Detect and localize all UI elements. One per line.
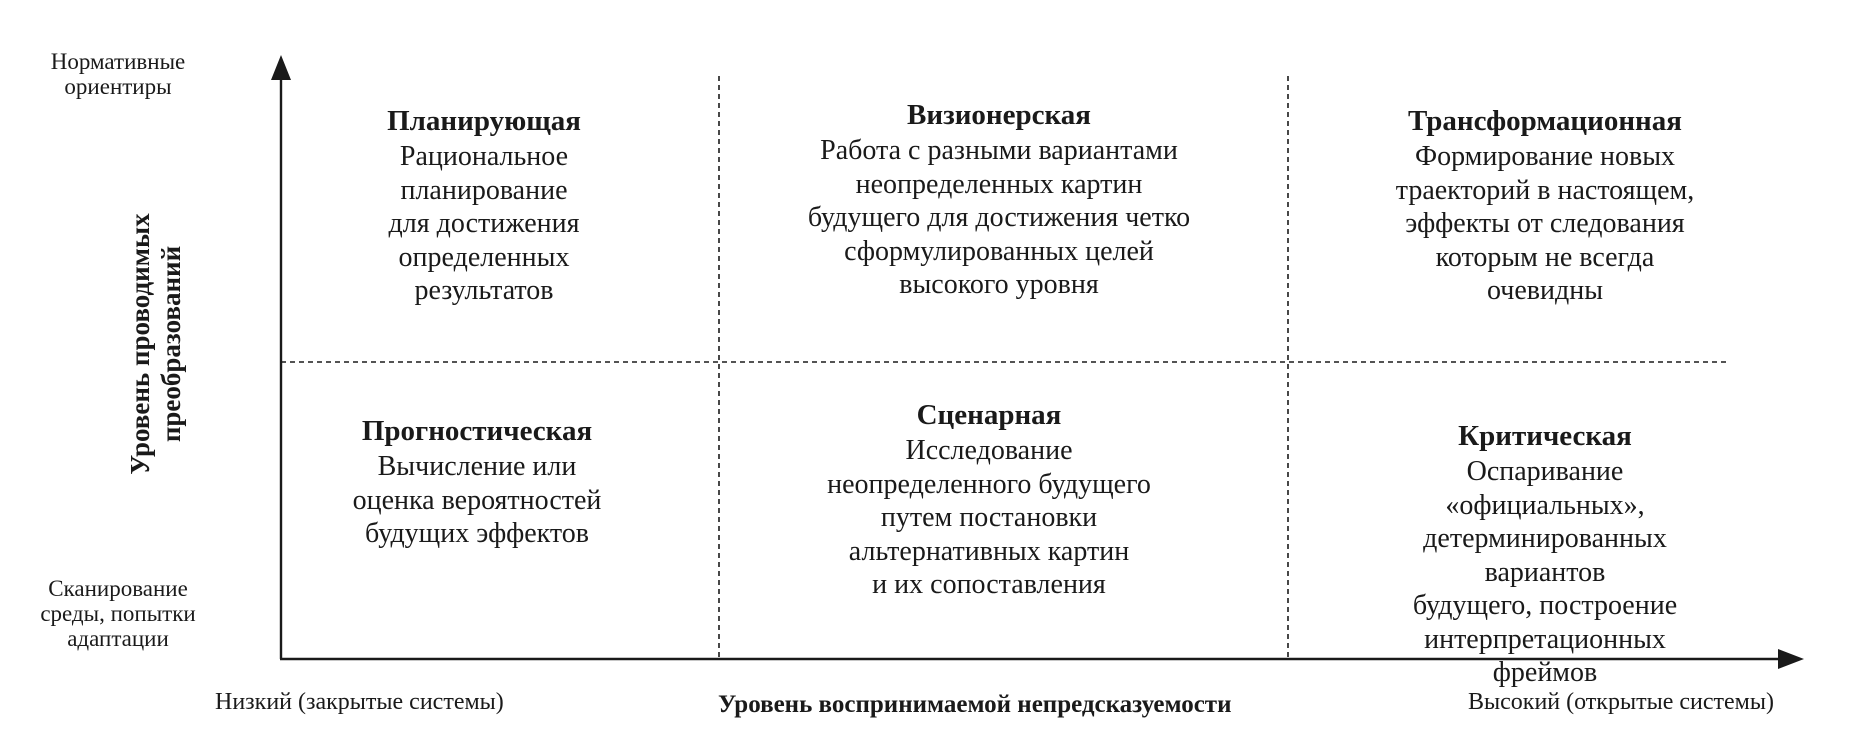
x-axis-arrow-icon — [1778, 649, 1804, 669]
cell-visionary — [808, 98, 1190, 302]
cell-predictive-title: Прогностическая — [361, 415, 593, 447]
x-axis-title: Уровень воспринимаемой непредсказуемости — [718, 691, 1232, 718]
cell-critical — [1390, 419, 1701, 690]
cell-transformational — [1390, 104, 1701, 308]
cell-predictive — [353, 414, 602, 551]
cell-visionary-description: Работа с разными вариантами неопределенных картин будущего для достижения четко сформулированных целей высокого уровня — [807, 135, 1191, 300]
cell-planning-description: Рациональное планирование для достижения определенных результатов — [388, 141, 580, 306]
cell-scenario-description: Исследование неопределенного будущего путем постановки альтернативных картин и их сопоставления — [827, 435, 1151, 600]
y-axis-top-label: Нормативные ориентиры — [50, 49, 186, 99]
cell-predictive-description: Вычисление или оценка вероятностей будущих эффектов — [352, 451, 602, 549]
cell-planning-title: Планирующая — [387, 105, 581, 137]
cell-scenario-title: Сценарная — [916, 399, 1062, 431]
cell-critical-title: Критическая — [1458, 420, 1632, 452]
y-axis-title: Уровень проводимых преобразований — [125, 213, 186, 475]
cell-scenario — [827, 398, 1151, 602]
cell-visionary-title: Визионерская — [907, 99, 1091, 131]
cell-transformational-description: Формирование новых траекторий в настоящем, эффекты от следования которым не всегда очевидны — [1395, 141, 1695, 306]
cell-critical-description: Оспаривание «официальных», детерминированных вариантов будущего, построение интерпретационных фреймов — [1412, 456, 1678, 688]
y-axis-arrow-icon — [271, 55, 291, 80]
cell-planning — [387, 104, 581, 308]
y-axis-bottom-label: Сканирование среды, попытки адаптации — [40, 576, 196, 651]
x-axis-right-label: Высокий (открытые системы) — [1468, 689, 1774, 715]
cell-transformational-title: Трансформационная — [1408, 105, 1682, 137]
x-axis-left-label: Низкий (закрытые системы) — [215, 689, 504, 715]
